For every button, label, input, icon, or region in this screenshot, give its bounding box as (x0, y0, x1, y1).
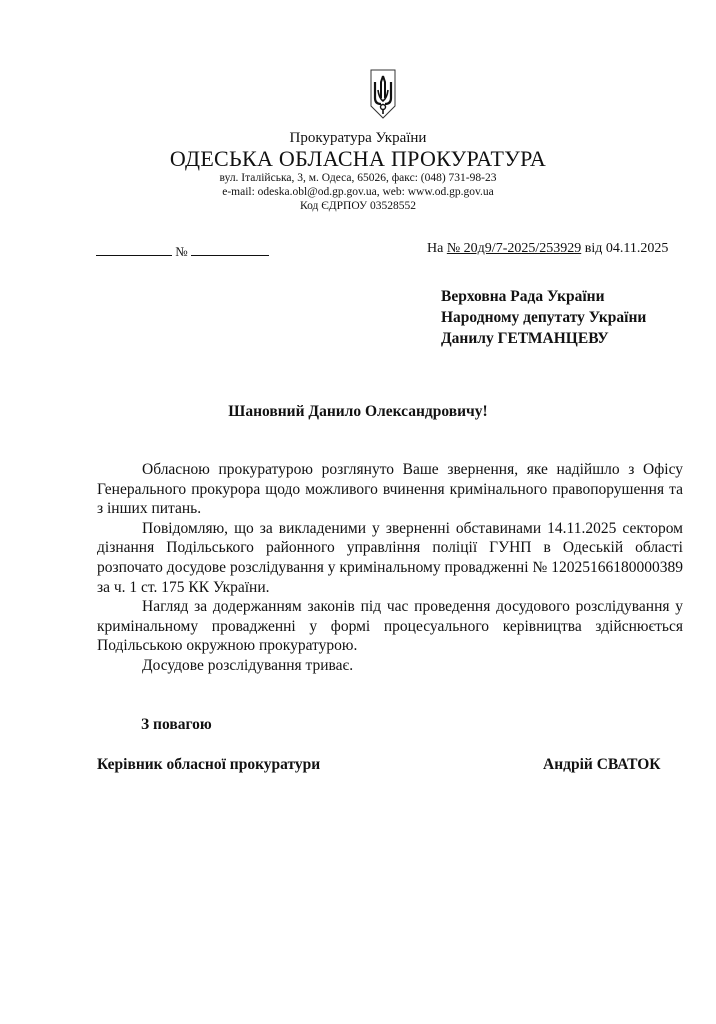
addressee-line: Верховна Рада України (441, 288, 605, 305)
addressee-line: Данилу ГЕТМАНЦЕВУ (441, 330, 609, 347)
signatory-title: Керівник обласної прокуратури (97, 756, 321, 773)
salutation: Шановний Данило Олександровичу! (228, 403, 488, 420)
closing-regards: З повагою (141, 716, 212, 733)
organization-address: вул. Італійська, 3, м. Одеса, 65026, факс: (048) 731-98-23 (219, 172, 497, 184)
reply-date-prefix: від (584, 241, 603, 256)
parent-organization: Прокуратура України (289, 130, 427, 146)
reply-number: № 20д9/7-2025/253929 (446, 241, 582, 256)
addressee-line: Народному депутату України (441, 309, 647, 326)
body-paragraph: Повідомляю, що за викладеними у зверненні обставинами 14.11.2025 сектором дізнання Подільського районного управління поліції ГУНП в Одеській області розпочато досудове розслідування у кримінальному провадженні № 12025166180000389 за ч. 1 ст. 175 КК України. (97, 519, 683, 596)
signatory-name: Андрій СВАТОК (543, 756, 661, 773)
body-paragraph: Досудове розслідування триває. (142, 656, 354, 674)
organization-edrpou: Код ЄДРПОУ 03528552 (299, 200, 417, 212)
outgoing-registration (96, 243, 269, 260)
letter-body (97, 460, 683, 676)
outgoing-date-blank (96, 243, 172, 256)
body-paragraph: Обласною прокуратурою розглянуто Ваше звернення, яке надійшло з Офісу Генерального прокурора щодо можливого вчинення кримінального правопорушення та з інших питань. (97, 461, 683, 518)
organization-name: ОДЕСЬКА ОБЛАСНА ПРОКУРАТУРА (169, 146, 547, 171)
reply-reference (427, 241, 668, 257)
number-sign: № (175, 244, 188, 259)
reply-date: 04.11.2025 (605, 241, 669, 256)
organization-contacts: e-mail: odeska.obl@od.gp.gov.ua, web: www.od.gp.gov.ua (222, 186, 494, 198)
outgoing-number-blank (191, 243, 269, 256)
reply-prefix: На (427, 241, 444, 256)
body-paragraph: Нагляд за додержанням законів під час проведення досудового розслідування у кримінальному провадженні у формі процесуального керівництва здійснюється Подільською окружною прокуратурою. (97, 598, 683, 655)
trident-coat-of-arms-icon (369, 68, 397, 120)
addressee-block (441, 286, 646, 349)
